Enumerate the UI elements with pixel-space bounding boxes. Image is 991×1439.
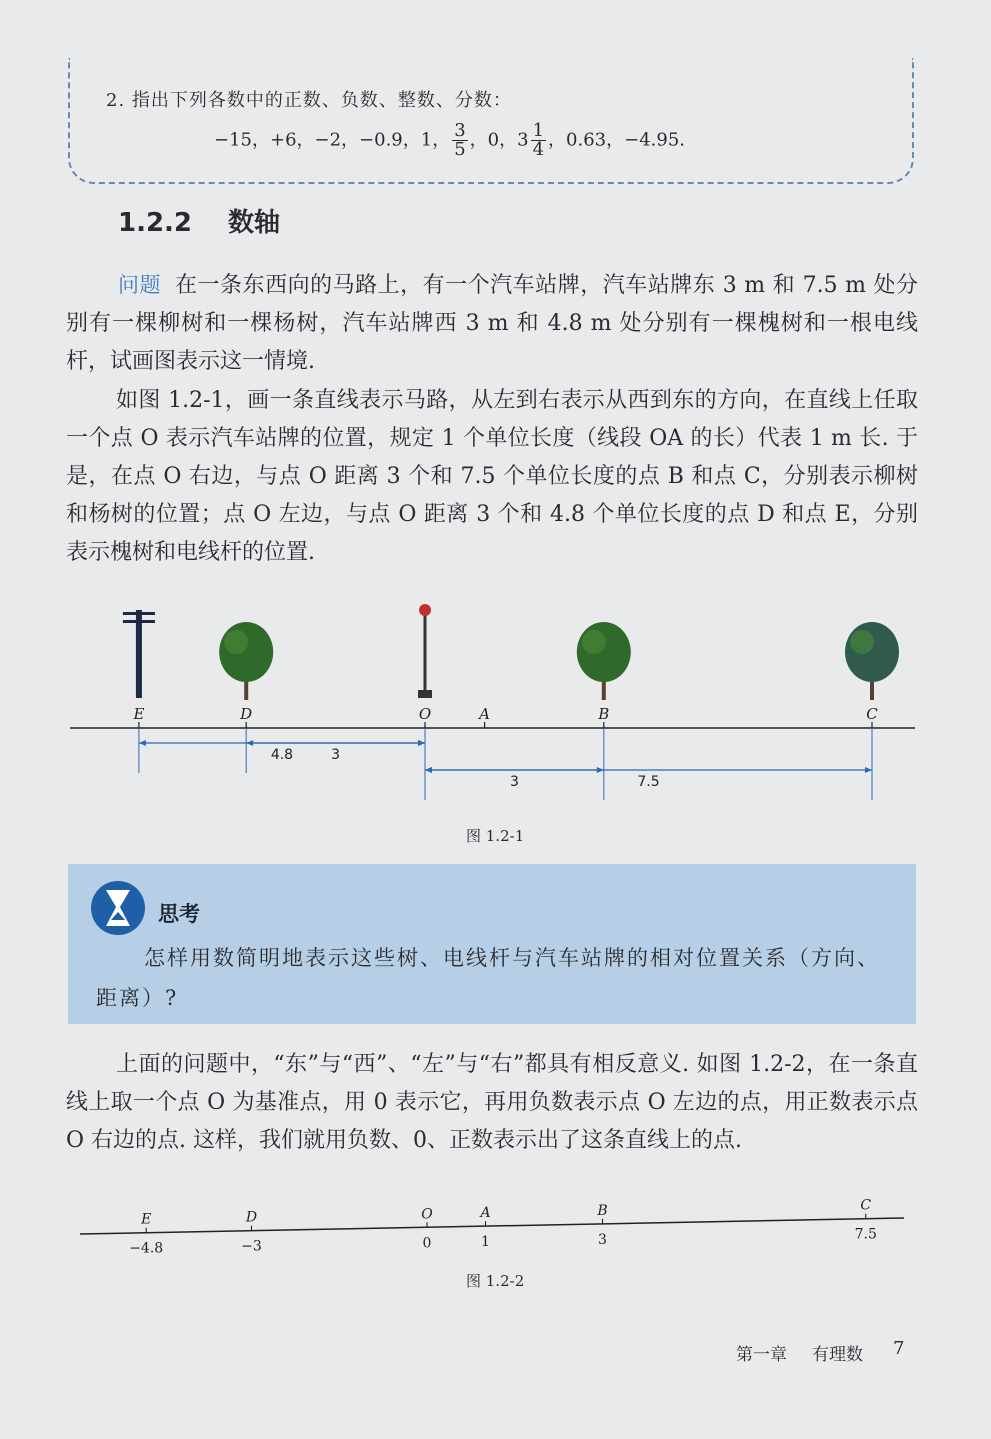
numbers-part-2: ，0，3 [469,129,529,151]
footer-title: 有理数 [812,1345,863,1365]
problem-text: 在一条东西向的马路上，有一个汽车站牌，汽车站牌东 3 m 和 7.5 m 处分别有一棵柳树和一棵杨树，汽车站牌西 3 m 和 4.8 m 处分别有一棵槐树和一根电线杆，试画图表示这一情境. [66,273,919,374]
distance-label: 3 [331,747,341,763]
point-label-a: A [480,1205,491,1222]
exercise-numbers [214,122,685,159]
exercise-question: 2. 指出下列各数中的正数、负数、整数、分数： [106,90,512,111]
footer-chapter: 第一章 [736,1345,787,1365]
point-label-d: D [245,1209,258,1226]
fraction-denominator: 4 [532,139,545,160]
number-line [80,1218,904,1234]
distance-3 [425,728,604,800]
tick-value-e: −4.8 [129,1240,164,1257]
distance-7.5 [425,728,872,800]
distance-label: 3 [509,774,519,790]
distance-4.8 [139,728,425,773]
problem-label: 问题 [118,273,162,297]
explanation-paragraph: 如图 1.2-1，画一条直线表示马路，从左到右表示从西到东的方向，在直线上任取一个点 O 表示汽车站牌的位置，规定 1 个单位长度（线段 OA 的长）代表 1 m 长. 于是，在点 O 右边，与点 O 距离 3 个和 7.5 个单位长度的点 B 和点 C，分别表示柳树和杨树的位置；点 O 左边，与点 O 距离 3 个和 4.8 个单位长度的点 D 和点 E，分别表示槐树和电线杆的位置. [66,388,918,565]
distance-label: 4.8 [270,747,294,763]
point-label-e: E [141,1211,152,1228]
figure-2-caption: 图 1.2-2 [466,1272,525,1290]
tick-value-d: −3 [241,1238,262,1255]
point-label-a: A [479,705,491,723]
section-number: 1.2.2 [118,208,193,238]
figure-objects [123,604,899,700]
figure-1-caption: 图 1.2-1 [466,827,525,845]
point-label-d: D [240,705,253,723]
tree-c [845,622,899,700]
bus-stop-sign-o [418,604,432,698]
think-text: 怎样用数简明地表示这些树、电线杆与汽车站牌的相对位置关系（方向、距离）? [96,946,880,1010]
think-title: 思考 [158,902,200,926]
fraction-3-5 [452,122,467,159]
section-title [118,202,280,239]
fraction-numerator: 3 [454,120,466,141]
figure-points [132,705,878,728]
point-label-e: E [133,705,145,723]
point-label-o: O [418,705,432,723]
think-box [68,864,916,1024]
numbers-part-3: ，0.63，−4.95. [548,129,685,151]
figure-1-2-1 [60,598,930,818]
utility-pole-e [123,610,155,698]
fraction-numerator: 1 [532,120,545,141]
hourglass-icon [90,880,146,936]
section-name: 数轴 [228,208,281,238]
point-label-o: O [421,1206,433,1223]
problem-paragraph [66,266,918,381]
fraction-1-4 [531,122,546,159]
tick-value-b: 3 [598,1231,607,1248]
point-label-b: B [597,1202,608,1219]
figure-distances [139,728,872,800]
figure-points [129,1198,877,1257]
page-number: 7 [893,1338,905,1359]
tick-value-c: 7.5 [854,1226,877,1243]
tree-b [577,622,631,700]
point-label-b: B [598,705,610,723]
figure-1-2-2 [70,1196,920,1266]
opposite-meaning-paragraph: 上面的问题中，“东”与“西”、“左”与“右”都具有相反意义. 如图 1.2-2，在一条直线上取一个点 O 为基准点，用 0 表示它，再用负数表示点 O 左边的点，用正数表示点 O 右边的点. 这样，我们就用负数、0、正数表示出了这条直线上的点. [66,1052,918,1153]
exercise-box [68,58,914,184]
tick-value-o: 0 [422,1235,432,1252]
tree-d [219,622,273,700]
point-label-c: C [860,1197,872,1214]
numbers-part-1: −15，+6，−2，−0.9，1， [214,129,451,151]
distance-label: 7.5 [637,774,660,790]
point-label-c: C [866,705,878,723]
fraction-denominator: 5 [454,139,466,160]
tick-value-a: 1 [481,1234,490,1251]
